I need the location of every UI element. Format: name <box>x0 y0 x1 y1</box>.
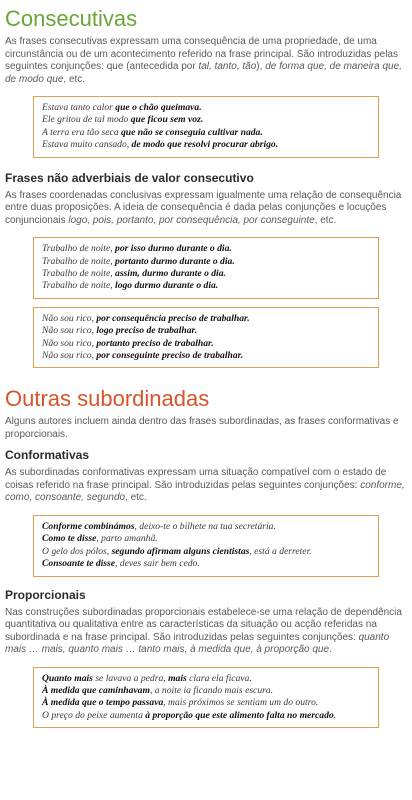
example-sentence <box>42 350 370 362</box>
text-run: proporcionais <box>5 428 66 440</box>
example-sentence <box>42 114 370 126</box>
text-run: e <box>390 416 399 428</box>
text-run: Trabalho de noite, <box>42 280 116 292</box>
emphasis-text: de modo que resolvi procurar abrigo. <box>131 139 279 151</box>
text-run: . <box>333 709 337 721</box>
text-run: Ele gritou de tal modo <box>42 114 131 126</box>
text-run: As frases <box>5 189 50 201</box>
emphasis-text: À medida que caminhavam <box>42 684 150 696</box>
conclusivas-box-1 <box>33 237 379 299</box>
example-sentence <box>42 127 370 139</box>
text-run: expressam igualmente uma relação de consequência entre duas proposições. A ideia de consequência é dada pelas conjunções e locuções conjuncionais <box>5 189 402 226</box>
text-run: , deves sair bem cedo. <box>115 558 200 570</box>
conformativas-intro <box>5 467 407 505</box>
conclusivas-box-2 <box>33 307 379 369</box>
text-run: As subordinadas conformativas expressam uma situação compatível com o estado de coisas referido na frase principal. São introduzidas pelas seguintes conjunções: <box>5 467 387 491</box>
consecutivas-examples-box <box>33 96 379 158</box>
example-sentence <box>42 533 370 545</box>
emphasis-text: assim, durmo durante o dia. <box>115 267 226 279</box>
emphasis-text: Consoante te disse <box>42 558 116 570</box>
text-run: Estava muito cansado, <box>42 139 132 151</box>
outras-intro <box>5 416 407 441</box>
emphasis-text: que ficou sem voz. <box>130 114 204 126</box>
text-run: As frases consecutivas expressam uma consequência de uma propriedade, de uma circunstância ou de um acontecimento referido na frase principal. São introduzidas pelas seguintes conjunções: que (antecedida por <box>5 36 398 72</box>
text-run: Alguns autores incluem ainda dentro das frases subordinadas, as frases <box>5 416 328 428</box>
emphasis-text: portanto durmo durante o dia. <box>115 255 235 267</box>
text-run: ), <box>256 61 266 72</box>
example-sentence <box>42 673 370 685</box>
text-run: Trabalho de noite, <box>42 267 116 279</box>
emphasis-text: à proporção que este alimento falta no mercado <box>145 709 334 721</box>
emphasis-text: por conseguinte preciso de trabalhar. <box>96 349 244 361</box>
example-sentence <box>42 139 370 151</box>
emphasis-text: que não se conseguia cultivar nada. <box>120 126 263 138</box>
example-sentence <box>42 243 370 255</box>
proporcionais-examples-box <box>33 667 379 729</box>
text-run: , etc. <box>63 73 86 85</box>
italic-text: logo, pois, portanto, por consequência, por conseguinte <box>68 214 315 226</box>
text-run: Não sou rico, <box>42 325 97 337</box>
emphasis-text: que o chão queimava. <box>115 102 202 113</box>
example-sentence <box>42 697 370 709</box>
text-run: O preço do peixe aumenta <box>42 709 146 721</box>
emphasis-text: segundo afirmam alguns cientistas <box>111 545 250 557</box>
italic-text: quanto mais … mais, quanto mais … tanto mais, à medida que, à proporção que <box>5 631 390 655</box>
example-sentence <box>42 685 370 697</box>
example-sentence <box>42 710 370 722</box>
example-sentence <box>42 313 370 325</box>
example-sentence <box>42 280 370 292</box>
emphasis-text: Quanto mais <box>42 672 93 684</box>
emphasis-text: Conforme combinámos <box>42 520 135 532</box>
text-run: , etc. <box>314 214 337 226</box>
text-run: . <box>329 644 332 655</box>
section-title-outras: Outras subordinadas <box>5 386 210 412</box>
example-sentence <box>42 558 370 570</box>
emphasis-text: À medida que o tempo passava <box>42 697 164 709</box>
nao-adverbiais-intro <box>5 190 407 228</box>
text-run: , a noite ia ficando mais escura. <box>149 684 274 696</box>
text-run: Nas construções subordinadas proporcionais estabelece-se uma relação de dependência quantitativa ou qualitativa entre as características da situação ou acção referidas na subordinada e na frase principal. São introduzidas pelas seguintes conjunções: <box>5 606 402 643</box>
example-sentence <box>42 338 370 350</box>
consecutivas-intro <box>5 36 407 86</box>
text-run: Não sou rico, <box>42 349 97 361</box>
example-sentence <box>42 268 370 280</box>
text-run: coordenadas conclusivas <box>49 189 162 201</box>
emphasis-text: mais <box>168 672 187 684</box>
emphasis-text: por isso durmo durante o dia. <box>115 243 232 255</box>
text-run: clara ela ficava. <box>186 672 252 684</box>
text-run: , está a derreter. <box>249 545 312 557</box>
text-run: , parto amanhã. <box>96 533 158 545</box>
heading-proporcionais: Proporcionais <box>5 587 86 602</box>
text-run: Trabalho de noite, <box>42 243 116 255</box>
proporcionais-intro <box>5 607 407 657</box>
italic-text: tal, tanto, tão <box>198 61 257 72</box>
example-sentence <box>42 546 370 558</box>
text-run: , etc. <box>125 492 147 504</box>
text-run: O gelo dos pólos, <box>42 545 112 557</box>
emphasis-text: logo preciso de trabalhar. <box>96 325 198 337</box>
text-run: se lavava a pedra, <box>92 672 169 684</box>
example-sentence <box>42 521 370 533</box>
heading-conformativas: Conformativas <box>5 448 90 463</box>
italic-text: conforme, como, consoante, segundo <box>5 479 405 504</box>
text-run: Estava tanto calor <box>42 102 116 113</box>
italic-text: de forma que, de maneira que, de modo que <box>5 61 402 85</box>
example-sentence <box>42 256 370 268</box>
text-run: conformativas <box>327 416 391 428</box>
text-run: Não sou rico, <box>42 312 97 324</box>
example-sentence <box>42 102 370 114</box>
example-sentence <box>42 325 370 337</box>
conformativas-examples-box <box>33 515 379 577</box>
emphasis-text: logo durmo durante o dia. <box>115 280 219 292</box>
emphasis-text: portanto preciso de trabalhar. <box>96 337 214 349</box>
emphasis-text: Como te disse <box>42 533 97 545</box>
emphasis-text: por consequência preciso de trabalhar. <box>96 312 250 324</box>
text-run: . <box>65 428 68 440</box>
text-run: Não sou rico, <box>42 337 97 349</box>
text-run: Trabalho de noite, <box>42 255 116 267</box>
text-run: , deixo-te o bilhete na tua secretária. <box>134 520 276 532</box>
section-title-consecutivas: Consecutivas <box>5 6 138 31</box>
text-run: A terra era tão seca <box>42 126 121 138</box>
heading-nao-adverbiais: Frases não adverbiais de valor consecutivo <box>5 170 254 185</box>
text-run: , mais próximos se sentiam um do outro. <box>163 697 319 709</box>
